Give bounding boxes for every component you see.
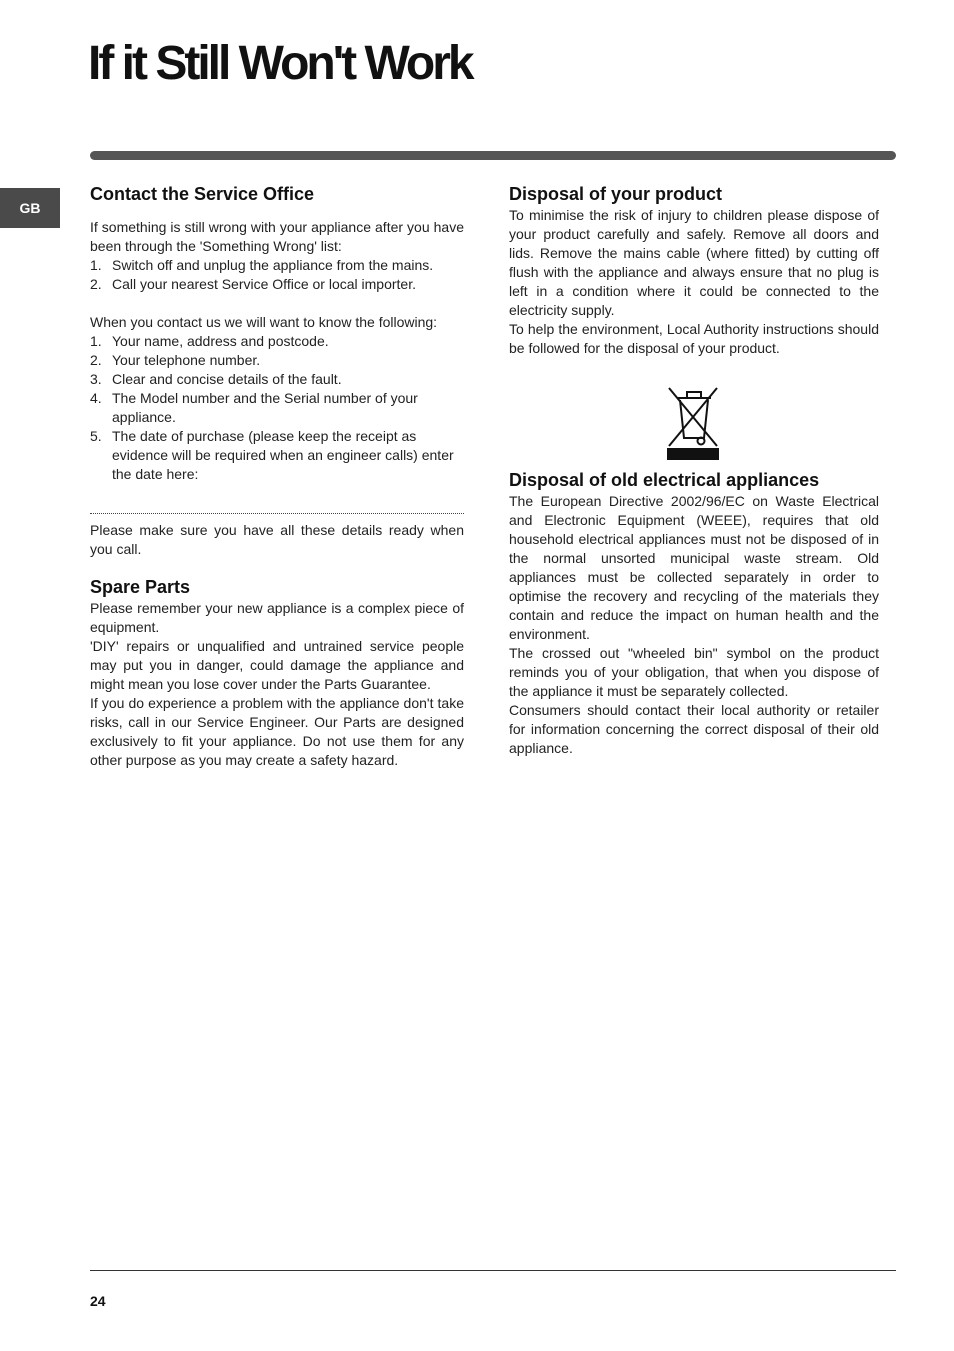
disposal-product-paragraph: To minimise the risk of injury to children please dispose of your product carefully and safely. Remove all doors and lids. Remove the mains cable (where fitted) by cutting off flush with the appliance and always ensure that no plug is left in a condition where it could be connected to the electricity supply. <box>509 207 879 318</box>
weee-symbol <box>509 386 879 460</box>
list-item: 3. Clear and concise details of the fault. <box>90 371 342 387</box>
date-entry-line <box>90 513 464 514</box>
contact-intro: If something is still wrong with your appliance after you have been through the 'Something Wrong' list: <box>90 219 464 254</box>
spare-parts-heading: Spare Parts <box>90 577 191 597</box>
list-item: 4. The Model number and the Serial number of your appliance. <box>90 390 418 425</box>
disposal-old-paragraph: Consumers should contact their local authority or retailer for information concerning the correct disposal of their old appliance. <box>509 702 879 756</box>
disposal-old-paragraph: The European Directive 2002/96/EC on Waste Electrical and Electronic Equipment (WEEE), requires that old household electrical appliances must not be disposed of in the normal unsorted municipal waste stream. Old appliances must be collected separately in order to optimise the recovery and recycling of the materials they contain and reduce the impact on human health and the environment. <box>509 493 879 642</box>
ready-note: Please make sure you have all these details ready when you call. <box>90 522 464 557</box>
spare-parts-paragraph: If you do experience a problem with the appliance don't take risks, call in our Service Engineer. Our Parts are designed exclusively to fit your appliance. Do not use them for any other purpose as you may create a safety hazard. <box>90 695 464 768</box>
disposal-product-heading: Disposal of your product <box>509 184 723 204</box>
left-column <box>90 182 464 770</box>
disposal-product-paragraph: To help the environment, Local Authority instructions should be followed for the disposal of your product. <box>509 321 879 356</box>
right-column <box>509 182 879 758</box>
spare-parts-paragraph: 'DIY' repairs or unqualified and untrained service people may put you in danger, could damage the appliance and might mean you lose cover under the Parts Guarantee. <box>90 638 464 692</box>
list-item: 2. Your telephone number. <box>90 352 261 368</box>
crossed-wheeled-bin-icon <box>667 386 721 460</box>
disposal-old-heading: Disposal of old electrical appliances <box>509 470 820 490</box>
contact-steps-list <box>90 256 464 294</box>
spare-parts-paragraph: Please remember your new appliance is a complex piece of equipment. <box>90 600 464 635</box>
language-tab: GB <box>0 188 60 228</box>
list-item: 2. Call your nearest Service Office or local importer. <box>90 276 416 292</box>
contact-heading: Contact the Service Office <box>90 184 315 204</box>
list-item: 1. Your name, address and postcode. <box>90 333 329 349</box>
title-rule <box>90 151 896 160</box>
page-title: If it Still Won't Work <box>88 37 472 90</box>
know-intro: When you contact us we will want to know the following: <box>90 314 438 330</box>
contact-details-list <box>90 332 464 484</box>
page-number: 24 <box>90 1293 106 1309</box>
disposal-old-paragraph: The crossed out "wheeled bin" symbol on the product reminds you of your obligation, that when you dispose of the appliance it must be separately collected. <box>509 645 879 699</box>
list-item: 1. Switch off and unplug the appliance from the mains. <box>90 257 434 273</box>
list-item: 5. The date of purchase (please keep the receipt as evidence will be required when an engineer calls) enter the date here: <box>90 428 454 482</box>
footer-rule <box>90 1270 896 1271</box>
